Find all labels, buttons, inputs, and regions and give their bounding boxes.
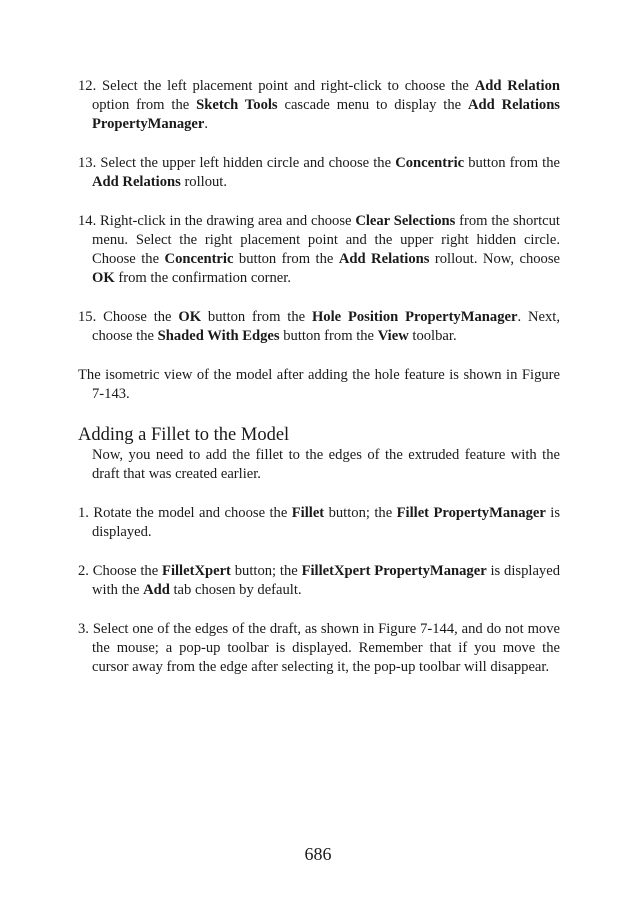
text-run: button; the <box>324 505 397 521</box>
text-run: button from the <box>233 251 339 267</box>
text-run: is displayed. <box>92 505 560 540</box>
text-run: rollout. <box>180 174 228 190</box>
text-run: 15. Choose the <box>78 309 179 325</box>
bold-term: Fillet <box>291 505 325 521</box>
bold-term: Concentric <box>164 251 234 267</box>
paragraph <box>78 77 560 134</box>
paragraph <box>78 154 560 192</box>
text-run: tab chosen by default. <box>169 582 302 598</box>
paragraph <box>78 504 560 542</box>
text-run: button from the <box>201 309 312 325</box>
section-intro: Now, you need to add the fillet to the edges of the extruded feature with the draft that was created earlier. <box>92 447 560 482</box>
section-heading: Adding a Fillet to the Model <box>78 425 290 445</box>
steps-before <box>78 77 560 404</box>
bold-term: Add Relation <box>474 78 560 94</box>
text-run: . <box>204 116 209 132</box>
bold-term: Add Relations <box>92 174 181 190</box>
text-run: . Next, choose the <box>92 309 560 344</box>
text-run: 14. Right-click in the drawing area and choose <box>78 213 356 229</box>
bold-term: OK <box>92 270 115 286</box>
bold-term: Sketch Tools <box>196 97 278 113</box>
bold-term: View <box>377 328 409 344</box>
text-run: button from the <box>464 155 560 171</box>
bold-term: Shaded With Edges <box>157 328 280 344</box>
text-run: 1. Rotate the model and choose the <box>78 505 292 521</box>
text-run: cascade menu to display the <box>277 97 468 113</box>
bold-term: FilletXpert PropertyManager <box>301 563 487 579</box>
text-run: from the shortcut menu. Select the right placement point and the upper right hidden circle. Choose the <box>92 213 560 267</box>
text-run: is displayed with the <box>92 563 560 598</box>
bold-term: Fillet PropertyManager <box>396 505 546 521</box>
text-run: from the confirmation corner. <box>114 270 291 286</box>
paragraph <box>78 620 560 677</box>
text-run: 12. Select the left placement point and right-click to choose the <box>78 78 475 94</box>
bold-term: Add Relations <box>338 251 430 267</box>
paragraph <box>78 308 560 346</box>
bold-term: OK <box>178 309 202 325</box>
paragraph <box>78 366 560 404</box>
text-run: The isometric view of the model after adding the hole feature is shown in Figure 7-143. <box>78 367 560 402</box>
text-run: button from the <box>279 328 378 344</box>
text-run: 13. Select the upper left hidden circle and choose the <box>78 155 396 171</box>
text-run: toolbar. <box>408 328 457 344</box>
bold-term: Add <box>143 582 170 598</box>
steps-after <box>78 504 560 677</box>
bold-term: Concentric <box>395 155 465 171</box>
bold-term: Add Relations PropertyManager <box>92 97 560 132</box>
bold-term: Clear Selections <box>355 213 456 229</box>
text-run: rollout. Now, choose <box>429 251 560 267</box>
paragraph <box>78 212 560 288</box>
page-number: 686 <box>304 844 332 864</box>
page-content <box>78 77 560 697</box>
text-run: 2. Choose the <box>78 563 163 579</box>
bold-term: Hole Position PropertyManager <box>311 309 518 325</box>
text-run: option from the <box>92 97 197 113</box>
paragraph <box>78 562 560 600</box>
bold-term: FilletXpert <box>162 563 231 579</box>
text-run: button; the <box>230 563 302 579</box>
text-run: 3. Select one of the edges of the draft, as shown in Figure 7-144, and do not move the mouse; a pop-up toolbar is displayed. Remember that if you move the cursor away from the edge after selecting it, the pop-up toolbar will disappear. <box>78 621 560 675</box>
